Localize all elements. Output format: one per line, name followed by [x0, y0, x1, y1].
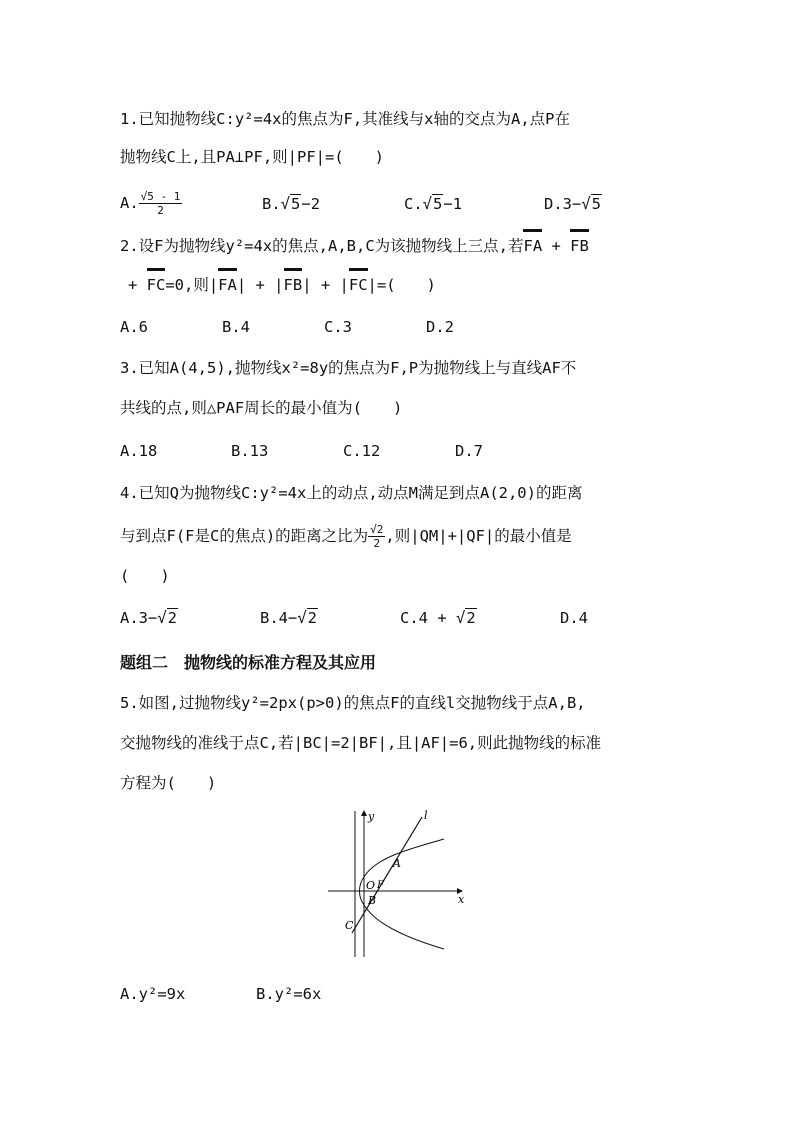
q4-option-c-prefix: C.4 + [400, 609, 456, 627]
line-l [352, 817, 422, 933]
q4-option-a-prefix: A.3− [120, 609, 158, 627]
q4-option-c[interactable] [400, 607, 477, 629]
q1-option-b-tail: −2 [301, 195, 321, 213]
q1-option-c[interactable] [404, 193, 462, 215]
vector-fc: FC [146, 276, 166, 294]
q3-option-d[interactable]: D.7 [455, 442, 483, 460]
q2-line1 [120, 235, 589, 257]
q4-option-a[interactable] [120, 607, 178, 629]
q3-option-b[interactable]: B.13 [231, 442, 269, 460]
q5-line1: 5.如图,过抛物线y²=2px(p>0)的焦点F的直线l交抛物线于点A,B, [120, 694, 586, 712]
q2-option-c[interactable]: C.3 [324, 318, 352, 336]
abs-plus: | + | [236, 276, 284, 294]
q3-line1: 3.已知A(4,5),抛物线x²=8y的焦点为F,P为抛物线上与直线AF不 [120, 359, 577, 377]
section-heading: 题组二 抛物线的标准方程及其应用 [120, 653, 377, 672]
plus-sign: + [128, 276, 147, 294]
q2-line2-end: |=( ) [367, 276, 436, 294]
q4-option-b[interactable] [260, 607, 318, 629]
q3-option-a[interactable]: A.18 [120, 442, 158, 460]
vector-fc-abs: FC [348, 276, 368, 294]
q2-option-a[interactable]: A.6 [120, 318, 148, 336]
q4-line1: 4.已知Q为抛物线C:y²=4x上的动点,动点M满足到点A(2,0)的距离 [120, 484, 583, 502]
label-x: x [458, 893, 465, 906]
q1-option-b[interactable] [262, 193, 320, 215]
sqrt-symbol: √2 [157, 609, 178, 627]
q5-line2: 交抛物线的准线于点C,若|BC|=2|BF|,且|AF|=6,则此抛物线的标准 [120, 734, 602, 752]
q5-option-a[interactable]: A.y²=9x [120, 985, 186, 1003]
q5-line3: 方程为( ) [120, 774, 217, 792]
label-c: C [345, 919, 354, 932]
vector-fb-abs: FB [283, 276, 303, 294]
vector-fb: FB [570, 237, 589, 255]
q4-option-d[interactable]: D.4 [560, 609, 588, 627]
q1-line1: 1.已知抛物线C:y²=4x的焦点为F,其准线与x轴的交点为A,点P在 [120, 110, 570, 128]
label-o: O [366, 879, 376, 892]
q4-line3: ( ) [120, 567, 170, 585]
q4-ratio-fraction: $\frac{√2}{2}$ [370, 523, 384, 550]
sqrt-symbol: √2 [456, 609, 476, 627]
parabola-figure [320, 805, 480, 965]
vector-fa: FA [523, 237, 543, 255]
q4-option-b-prefix: B.4− [260, 609, 298, 627]
q1-option-a[interactable] [120, 190, 182, 217]
label-l: l [424, 809, 428, 822]
label-a: A [393, 857, 401, 870]
plus-sign: + [542, 237, 571, 255]
q1-option-a-fraction: $\frac{√5 - 1}{2}$ [140, 190, 181, 217]
q4-line2 [120, 523, 572, 550]
label-f: F [377, 880, 384, 891]
q2-option-b[interactable]: B.4 [222, 318, 250, 336]
q4-line2-post: ,则|QM|+|QF|的最小值是 [385, 527, 572, 545]
q1-option-c-tail: −1 [443, 195, 463, 213]
sqrt-symbol: √5 [581, 195, 602, 213]
q4-line2-pre: 与到点F(F是C的焦点)的距离之比为 [120, 527, 369, 545]
q1-option-b-prefix: B. [262, 195, 281, 213]
abs-plus: | + | [302, 276, 349, 294]
q3-option-c[interactable]: C.12 [343, 442, 381, 460]
vector-fa-abs: FA [218, 276, 237, 294]
label-y: y [368, 810, 375, 823]
q2-line1-text: 2.设F为抛物线y²=4x的焦点,A,B,C为该抛物线上三点,若 [120, 237, 524, 255]
q1-line2: 抛物线C上,且PA⊥PF,则|PF|=( ) [120, 148, 384, 166]
q5-option-b[interactable]: B.y²=6x [256, 985, 322, 1003]
sqrt-symbol: √5 [422, 195, 443, 213]
q1-option-d-prefix: D.3− [544, 195, 582, 213]
q3-line2: 共线的点,则△PAF周长的最小值为( ) [120, 399, 403, 417]
q1-option-d[interactable] [544, 193, 602, 215]
label-b: B [368, 894, 377, 907]
q2-line2-mid: =0,则| [165, 276, 219, 294]
q1-option-a-prefix: A. [120, 194, 139, 212]
q1-option-c-prefix: C. [404, 195, 423, 213]
q2-option-d[interactable]: D.2 [426, 318, 454, 336]
sqrt-symbol: √5 [280, 195, 301, 213]
q2-line2 [128, 274, 436, 296]
sqrt-symbol: √2 [297, 609, 318, 627]
